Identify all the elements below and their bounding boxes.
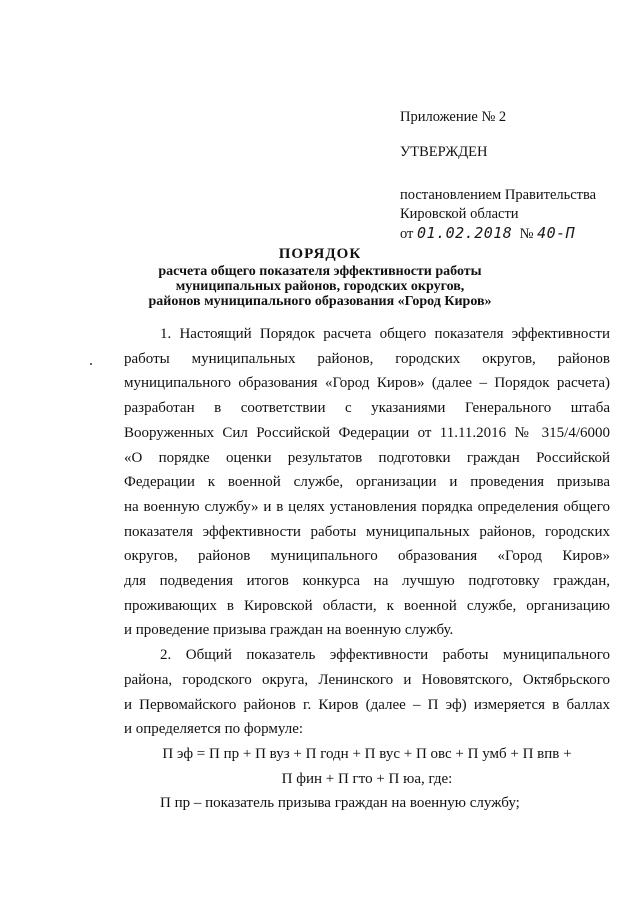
paragraph-line: 2. Общий показатель эффективности работы муниципального xyxy=(160,647,610,664)
appendix-label: Приложение № 2 xyxy=(400,109,507,125)
paragraph-1 xyxy=(124,322,610,643)
paragraph-line: и Первомайского районов г. Киров (далее – П эф) измеряется в баллах xyxy=(124,696,610,713)
paragraph-line: Федерации к военной службе, организации и проведения призыва xyxy=(124,474,610,491)
title-heading: ПОРЯДОК xyxy=(278,246,362,262)
title-subtitle-line: расчета общего показателя эффективности работы xyxy=(158,264,482,279)
title-subtitle-line: муниципальных районов, городских округов, xyxy=(175,279,465,294)
paragraph-2 xyxy=(124,643,610,742)
approved-label: УТВЕРЖДЕН xyxy=(400,144,488,160)
paragraph-line: для подведения итогов конкурса на лучшую подготовку граждан, xyxy=(124,573,610,590)
paragraph-line: и проведение призыва граждан на военную службу. xyxy=(124,622,454,639)
paragraph-line: проживающих в Кировской области, к военной службе, организацию xyxy=(124,597,610,614)
document-title xyxy=(0,247,640,309)
handwritten-date: 01.02.2018 xyxy=(417,224,513,242)
paragraph-line: и определяется по формуле: xyxy=(124,721,304,738)
paragraph-line: Вооруженных Сил Российской Федерации от 11.11.2016 № 315/4/6000 xyxy=(124,424,610,441)
paragraph-line: 1. Настоящий Порядок расчета общего показателя эффективности xyxy=(160,326,610,342)
definition-line: П пр – показатель призыва граждан на военную службу; xyxy=(160,795,520,812)
approved-by-line2: Кировской области xyxy=(400,206,519,222)
scan-speck xyxy=(90,363,92,365)
number-prefix: № xyxy=(519,226,534,242)
date-prefix: от xyxy=(400,226,414,242)
approval-block xyxy=(400,108,596,244)
paragraph-line: муниципального образования «Город Киров» (далее – Порядок расчета) xyxy=(124,375,610,392)
title-subtitle-line: районов муниципального образования «Город Киров» xyxy=(148,294,492,309)
paragraph-line: на военную службу» и в целях установления порядка определения общего xyxy=(124,498,610,515)
paragraph-line: работы муниципальных районов, городских округов, районов xyxy=(124,350,610,367)
document-body xyxy=(124,322,610,816)
paragraph-line: «О порядке оценки результатов подготовки граждан Российской xyxy=(124,449,610,466)
formula-line-2: П фин + П гто + П юа, где: xyxy=(281,770,453,787)
approved-by-line1: постановлением Правительства xyxy=(400,187,597,203)
approval-date-line xyxy=(400,224,596,244)
paragraph-line: показателя эффективности работы муниципальных районов, городских xyxy=(124,523,610,540)
paragraph-line: округов, районов муниципального образования «Город Киров» xyxy=(124,548,610,565)
handwritten-number: 40-П xyxy=(537,224,576,242)
paragraph-line: района, городского округа, Ленинского и Нововятского, Октябрьского xyxy=(124,671,610,688)
formula-line-1: П эф = П пр + П вуз + П годн + П вус + П овс + П умб + П впв + xyxy=(162,745,572,762)
paragraph-line: разработан в соответствии с указаниями Генерального штаба xyxy=(124,400,610,417)
